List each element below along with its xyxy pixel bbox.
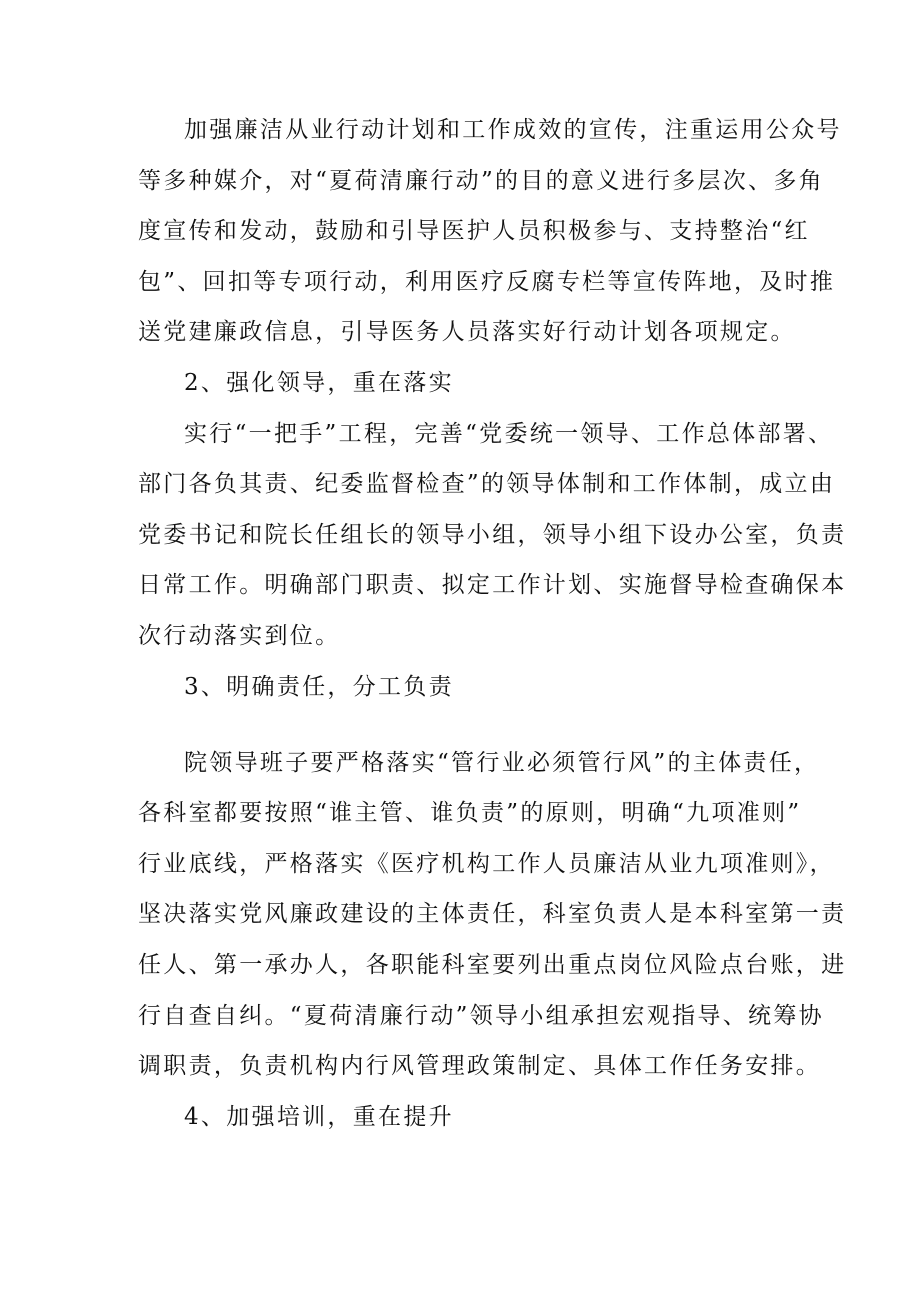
paragraph-line: 等多种媒介，对“夏荷清廉行动”的目的意义进行多层次、多角: [138, 168, 824, 194]
paragraph-line: 调职责，负责机构内行风管理政策制定、具体工作任务安排。: [138, 1053, 822, 1079]
paragraph-line: 送党建廉政信息，引导医务人员落实好行动计划各项规定。: [138, 319, 796, 345]
section-heading-3: 3、明确责任，分工负责: [184, 674, 454, 700]
paragraph-line: 行业底线，严格落实《医疗机构工作人员廉洁从业九项准则》，: [138, 851, 835, 877]
paragraph-line: 党委书记和院长任组长的领导小组，领导小组下设办公室，负责: [138, 522, 847, 548]
paragraph-line: 日常工作。明确部门职责、拟定工作计划、实施督导检查确保本: [138, 572, 847, 598]
paragraph-line: 坚决落实党风廉政建设的主体责任，科室负责人是本科室第一责: [138, 901, 847, 927]
paragraph-line: 度宣传和发动，鼓励和引导医护人员积极参与、支持整治“红: [138, 218, 810, 244]
paragraph-line: 任人、第一承办人，各职能科室要列出重点岗位风险点台账，进: [138, 952, 847, 978]
section-heading-4: 4、加强培训，重在提升: [184, 1104, 454, 1130]
paragraph-line: 各科室都要按照“谁主管、谁负责”的原则，明确“九项准则”: [138, 800, 802, 826]
section-heading-2: 2、强化领导，重在落实: [184, 370, 454, 396]
paragraph-line: 包”、回扣等专项行动，利用医疗反腐专栏等宣传阵地，及时推: [138, 269, 836, 295]
paragraph-line: 院领导班子要严格落实“管行业必须管行风”的主体责任，: [184, 750, 820, 776]
paragraph-line: 次行动落实到位。: [138, 623, 341, 649]
paragraph-line: 加强廉洁从业行动计划和工作成效的宣传，注重运用公众号: [184, 117, 842, 143]
paragraph-line: 部门各负其责、纪委监督检查”的领导体制和工作体制，成立由: [138, 471, 836, 497]
paragraph-line: 实行“一把手”工程，完善“党委统一领导、工作总体部署、: [184, 421, 834, 447]
paragraph-line: 行自查自纠。“夏荷清廉行动”领导小组承担宏观指导、统筹协: [138, 1003, 824, 1029]
